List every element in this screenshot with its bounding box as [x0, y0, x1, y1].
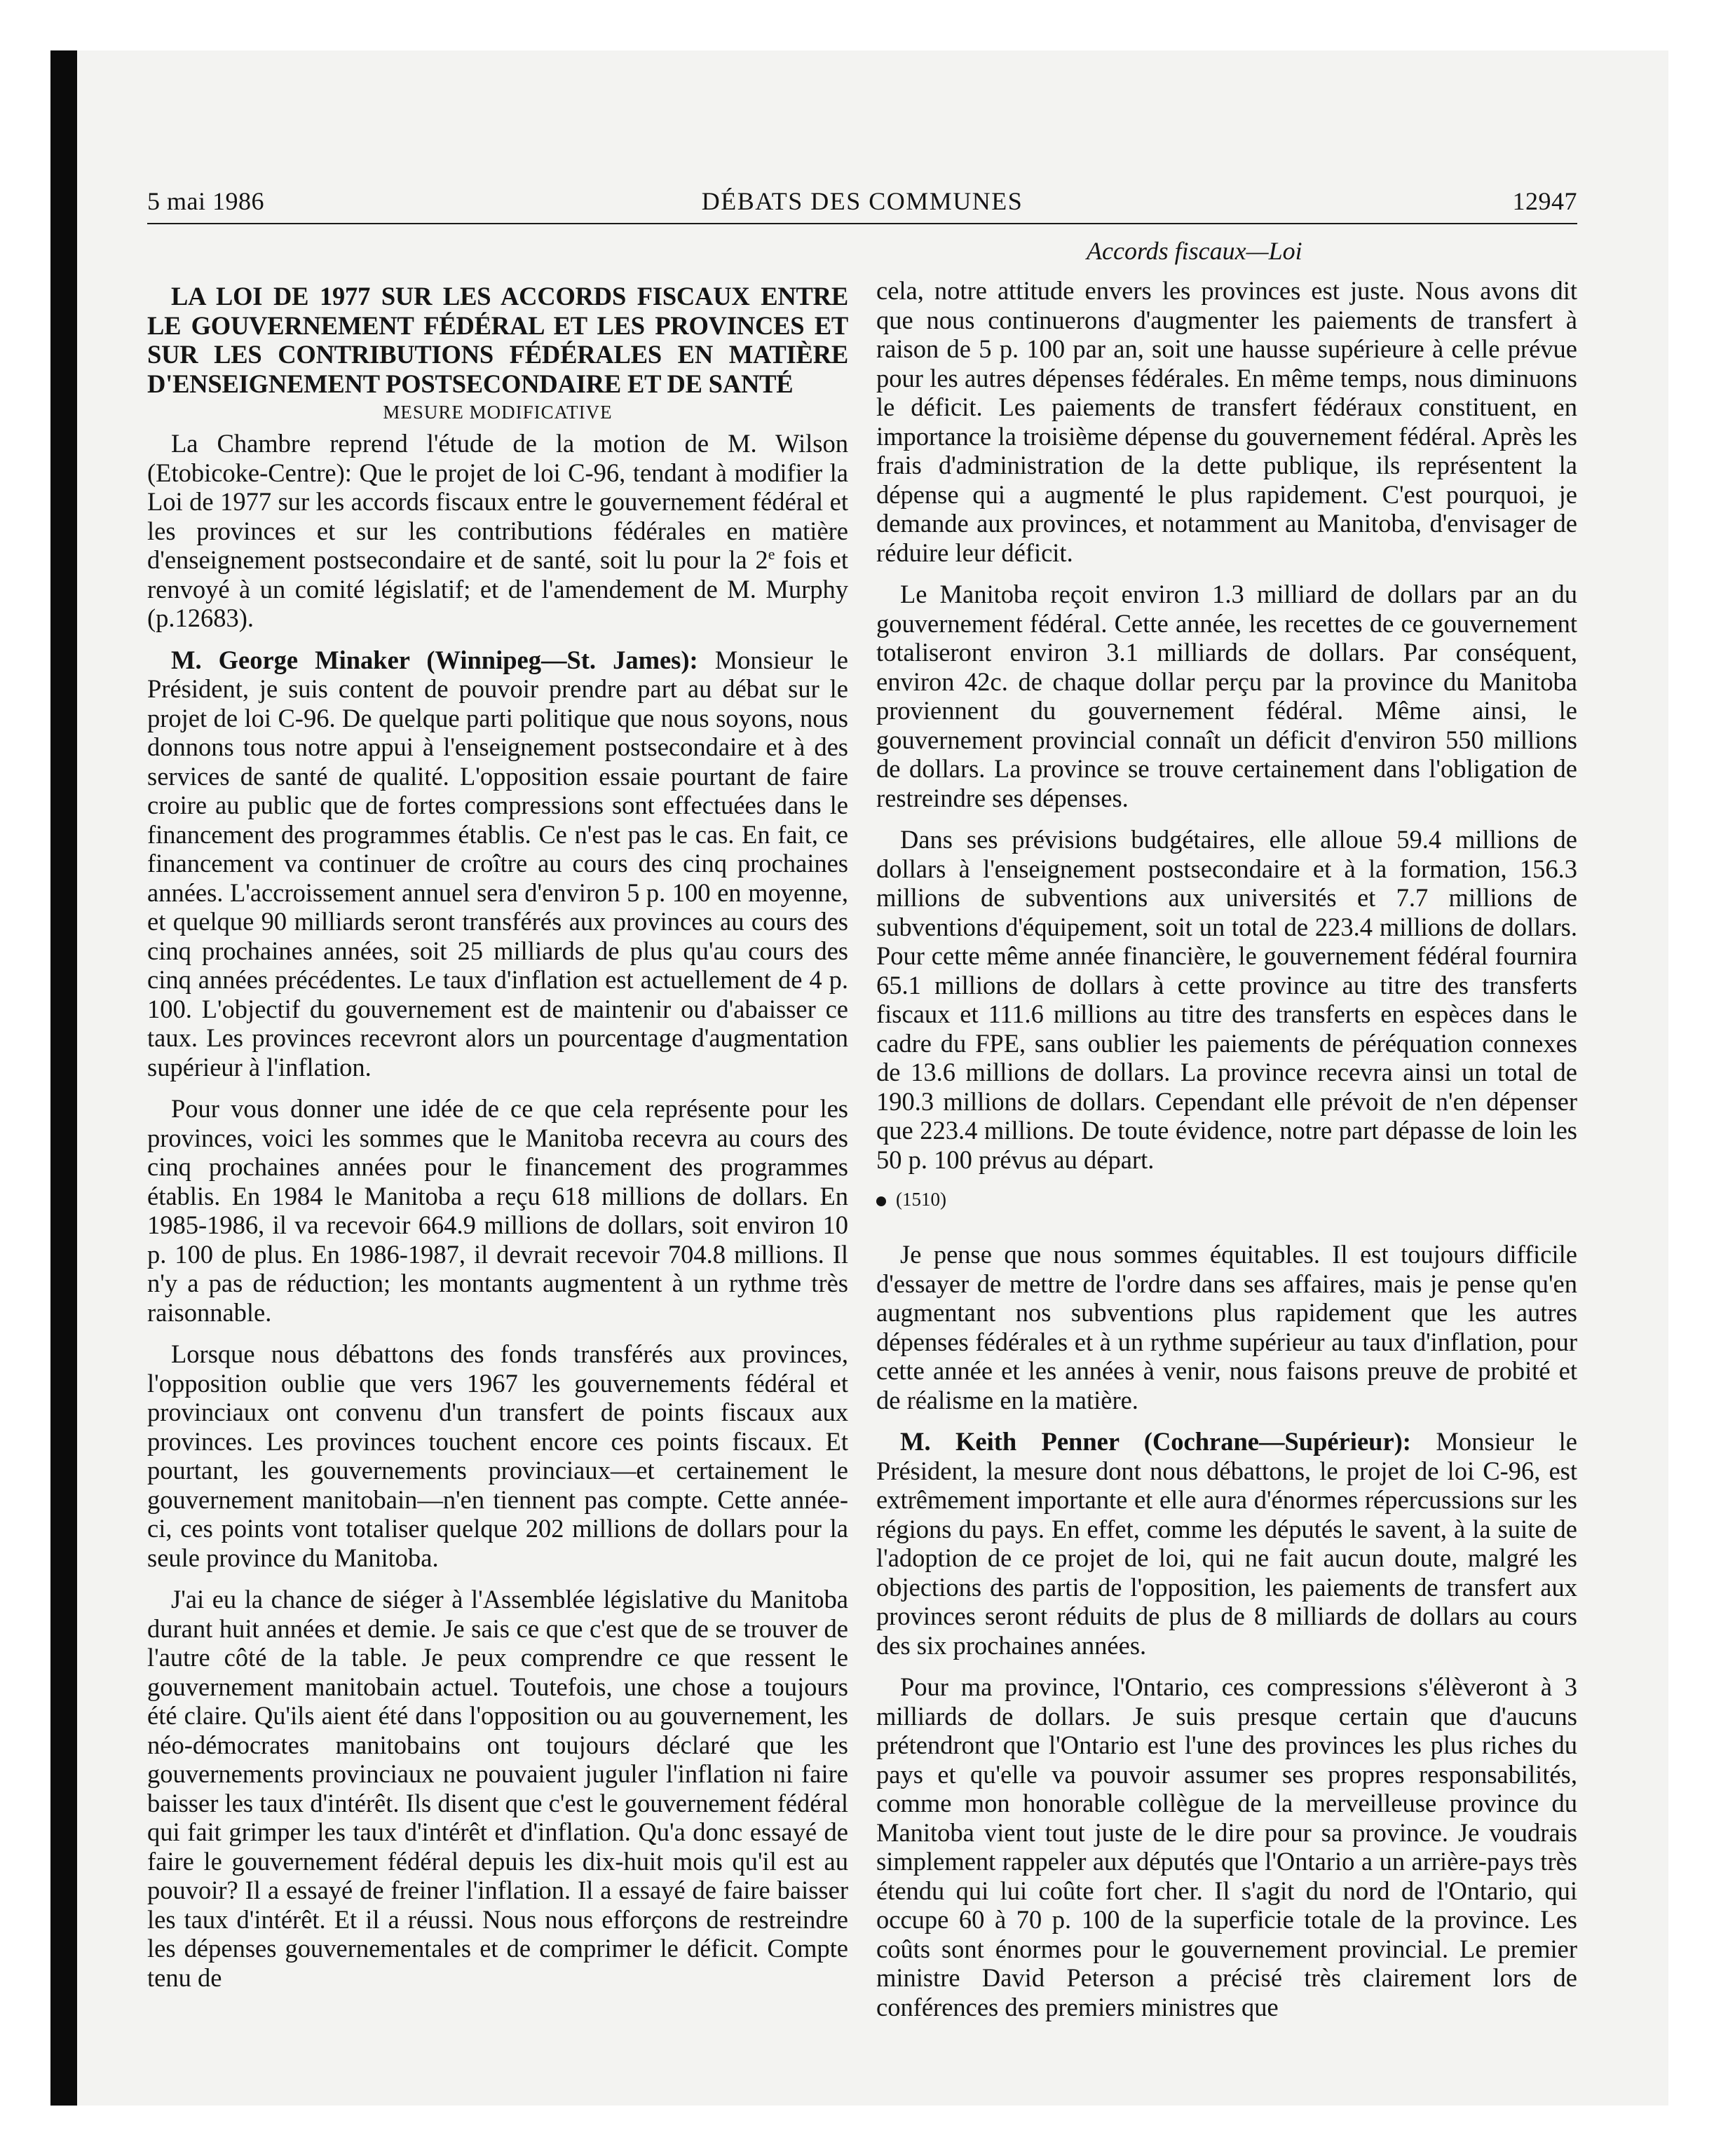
right-column [876, 276, 1577, 2021]
bullet-icon [876, 1196, 886, 1206]
timestamp-marker [876, 1184, 1577, 1215]
running-head [147, 184, 1577, 219]
speech-text: Monsieur le Président, je suis content de pouvoir prendre part au débat sur le projet de loi C-96. De quelque parti politique que nous soyons, nous donnons tous notre appui à l'enseignement postsecondaire et à des services de santé de qualité. L'opposition essaie pourtant de faire croire au public que de fortes compressions sont effectuées dans le financement des programmes établis. Ce n'est pas le cas. En fait, ce financement va continuer de croître au cours des cinq prochaines années. L'accroissement annuel sera d'environ 5 p. 100 en moyenne, et quelque 90 milliards seront transférés aux provinces au cours des cinq prochaines années, soit 25 milliards de plus qu'au cours des cinq années précédentes. Le taux d'inflation est actuellement de 4 p. 100. L'objectif du gouvernement est de maintenir ou d'abaisser ce taux. Les provinces recevront alors un pourcentage d'augmentation supérieur à l'inflation. [147, 645, 849, 1082]
speech-text: Monsieur le Président, la mesure dont nous débattons, le projet de loi C-96, est extrêmement importante et elle aura d'énormes répercussions sur les régions du pays. En effet, comme les députés le savent, à la suite de l'adoption de ce projet de loi, qui ne fait aucun doute, malgré les objections des partis de l'opposition, les paiements de transfert aux provinces seront réduits de plus de 8 milliards de dollars au cours des six prochaines années. [876, 1427, 1578, 1660]
paragraph-tax-points: Lorsque nous débattons des fonds transférés aux provinces, l'opposition oublie que vers 1967 les gouvernements fédéral et provinciaux ont convenu d'un transfert de points fiscaux aux provinces. Les provinces touchent encore ces points fiscaux. Et pourtant, les gouvernements provinciaux—et certainement le gouvernement manitobain—n'en tiennent pas compte. Cette année-ci, ces points vont totaliser quelque 202 millions de dollars pour la seule province du Manitoba. [147, 1339, 848, 1572]
timestamp-text: (1510) [896, 1189, 946, 1210]
speech-penner-intro [876, 1427, 1577, 1660]
header-page-number: 12947 [1512, 187, 1577, 215]
header-journal-title: DÉBATS DES COMMUNES [701, 187, 1023, 215]
paragraph-continued: cela, notre attitude envers les provinces est juste. Nous avons dit que nous continuerons d'augmenter les paiements de transfert à raison de 5 p. 100 par an, soit une hausse supérieure à celle prévue pour les autres dépenses fédérales. En même temps, nous diminuons le déficit. Les paiements de transfert fédéraux constituent, en importance la troisième dépense du gouvernement fédéral. Après les frais d'administration de la dette publique, ils représentent la dépense qui a augmenté le plus rapidement. C'est pourquoi, je demande aux provinces, et notamment au Manitoba, d'envisager de réduire leur déficit. [876, 276, 1577, 567]
hansard-page [147, 184, 1578, 2021]
paragraph-ontario: Pour ma province, l'Ontario, ces compressions s'élèveront à 3 milliards de dollars. Je suis presque certain que d'aucuns prétendront que l'Ontario est l'une des provinces les plus riches du pays et qu'elle va pouvoir assumer ses propres responsabilités, comme mon honorable collègue de la merveilleuse province du Manitoba vient tout juste de le dire pour sa province. Je voudrais simplement rappeler aux députés que l'Ontario a un arrière-pays très étendu qui lui coûte fort cher. Il s'agit du nord de l'Ontario, qui occupe 60 à 70 p. 100 de la superficie totale de la province. Les coûts sont énormes pour le gouvernement provincial. Le premier ministre David Peterson a précisé très clairement lors de conférences des premiers ministres que [876, 1672, 1577, 2021]
speaker-name-penner: M. Keith Penner (Cochrane—Supérieur): [900, 1427, 1411, 1456]
motion-superscript: e [768, 545, 775, 563]
scan-edge [50, 50, 77, 2106]
motion-text-a: La Chambre reprend l'étude de la motion de M. Wilson (Etobicoke-Centre): Que le projet de loi C-96, tendant à modifier la Loi de 1977 sur les accords fiscaux entre le gouvernement fédéral et les provinces et sur les contributions fédérales en matière d'enseignement postsecondaire et de santé, soit lu pour la 2 [147, 429, 848, 574]
motion-paragraph [147, 429, 848, 633]
speech-minaker-intro [147, 646, 848, 1082]
paragraph-legislative-assembly: J'ai eu la chance de siéger à l'Assemblée législative du Manitoba durant huit années et demie. Je sais ce que c'est que de se trouver de l'autre côté de la table. Je peux comprendre ce que ressent le gouvernement manitobain actuel. Toutefois, une chose a toujours été claire. Qu'ils aient été dans l'opposition ou au gouvernement, les néo-démocrates manitobains ont toujours déclaré que les gouvernements provinciaux ne pouvaient juguler l'inflation ni faire baisser les taux d'intérêt. Ils disent que c'est le gouvernement fédéral qui fait grimper les taux d'intérêt et d'inflation. Qu'a donc essayé de faire le gouvernement fédéral depuis les dix-huit mois qu'il est au pouvoir? Il a essayé de freiner l'inflation. Il a essayé de faire baisser les taux d'intérêt. Et il a réussi. Nous nous efforçons de restreindre les dépenses gouvernementales et de comprimer le déficit. Compte tenu de [147, 1585, 848, 1992]
left-column [147, 282, 848, 1992]
bill-title: LA LOI DE 1977 SUR LES ACCORDS FISCAUX ENTRE LE GOUVERNEMENT FÉDÉRAL ET LES PROVINCES ET SUR LES CONTRIBUTIONS FÉDÉRALES EN MATIÈRE D'ENSEIGNEMENT POSTSECONDAIRE ET DE SANTÉ [147, 282, 848, 398]
paragraph-manitoba-receipts: Le Manitoba reçoit environ 1.3 milliard de dollars par an du gouvernement fédéral. Cette année, les recettes de ce gouvernement totaliseront environ 3.1 milliards de dollars. Par conséquent, environ 42c. de chaque dollar perçu par la province du Manitoba proviennent du gouvernement fédéral. Même ainsi, le gouvernement provincial connaît un déficit d'environ 550 millions de dollars. La province se trouve certainement dans l'obligation de restreindre ses dépenses. [876, 580, 1577, 812]
header-date: 5 mai 1986 [147, 187, 264, 215]
motion-text-b: fois et renvoyé à un comité législatif; et de l'amendement de M. Murphy (p.12683). [147, 545, 848, 632]
bill-subtitle: MESURE MODIFICATIVE [383, 402, 613, 423]
speaker-name-minaker: M. George Minaker (Winnipeg—St. James): [171, 645, 698, 674]
paragraph-manitoba-funding: Pour vous donner une idée de ce que cela représente pour les provinces, voici les sommes que le Manitoba recevra au cours des cinq prochaines années pour le financement des programmes établis. En 1984 le Manitoba a reçu 618 millions de dollars. En 1985-1986, il va recevoir 664.9 millions de dollars, soit environ 10 p. 100 de plus. En 1986-1987, il devrait recevoir 704.8 millions. Il n'y a pas de réduction; les montants augmentent à un rythme très raisonnable. [147, 1094, 848, 1327]
section-heading: Accords fiscaux—Loi [1087, 237, 1302, 265]
paragraph-equitable: Je pense que nous sommes équitables. Il est toujours difficile d'essayer de mettre de l'ordre dans ses affaires, mais je pense qu'en augmentant nos subventions plus rapidement que les autres dépenses fédérales et à un rythme supérieur au taux d'inflation, pour cette année et les années à venir, nous faisons preuve de probité et de réalisme en la matière. [876, 1240, 1577, 1414]
paragraph-budget-estimates: Dans ses prévisions budgétaires, elle alloue 59.4 millions de dollars à l'enseignement postsecondaire et à la formation, 156.3 millions de subventions aux universités et 7.7 millions de subventions d'équipement, soit un total de 223.4 millions de dollars. Pour cette même année financière, le gouvernement fédéral fournira 65.1 millions de dollars à cette province au titre des transferts fiscaux et 111.6 millions au titre des transferts en espèces dans le cadre du FPE, sans oublier les paiements de péréquation connexes de 13.6 millions de dollars. La province recevra ainsi un total de 190.3 millions de dollars. Cependant elle prévoit de n'en dépenser que 223.4 millions. De toute évidence, notre part dépasse de loin les 50 p. 100 prévus au départ. [876, 825, 1577, 1174]
header-rule [147, 223, 1577, 224]
